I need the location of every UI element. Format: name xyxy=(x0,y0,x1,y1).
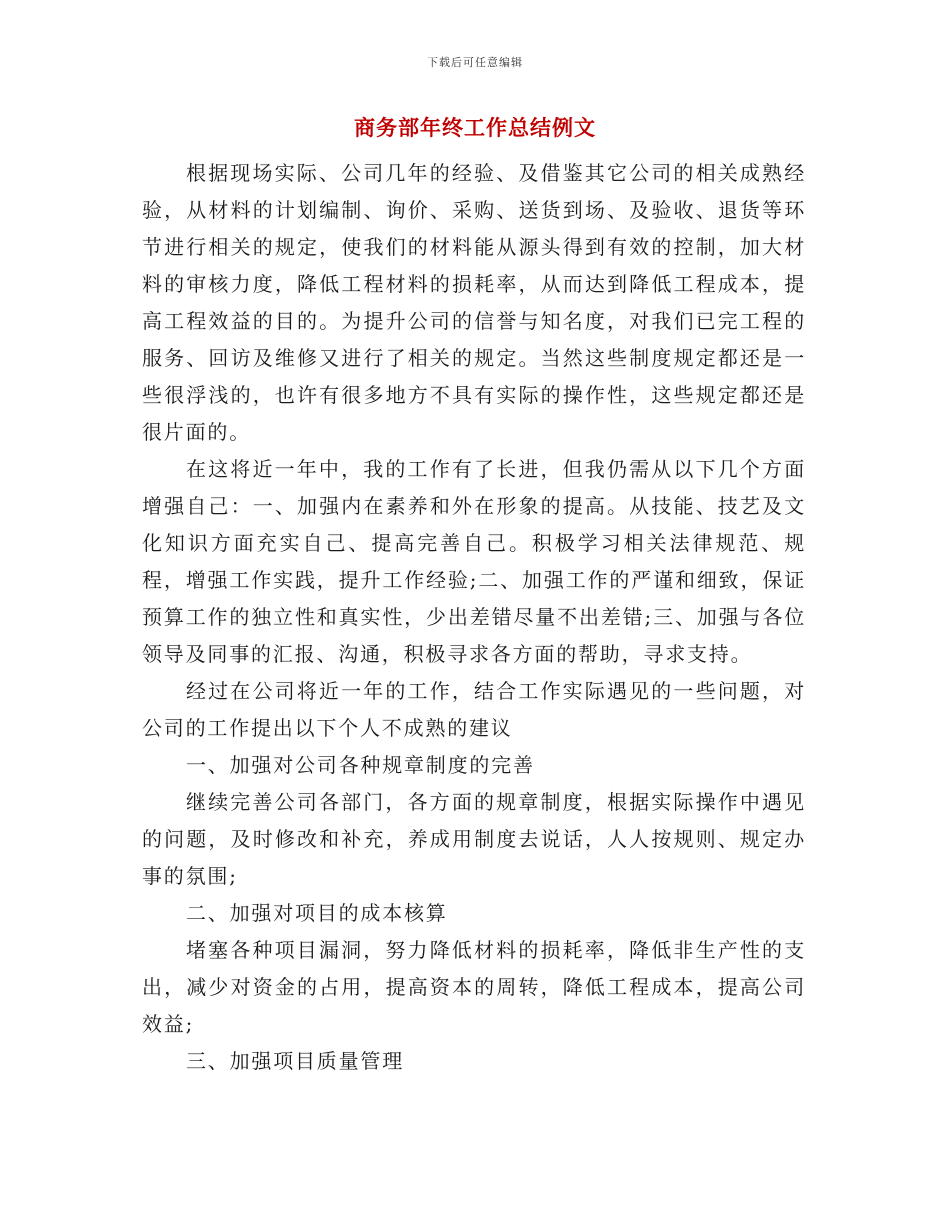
section-heading-1: 一、加强对公司各种规章制度的完善 xyxy=(186,753,535,777)
paragraph-suggestions-intro: 经过在公司将近一年的工作，结合工作实际遇见的一些问题，对公司的工作提出以下个人不成熟的建议 xyxy=(142,679,806,740)
paragraph-section-2: 堵塞各种项目漏洞，努力降低材料的损耗率，降低非生产性的支出，减少对资金的占用，提高资本的周转，降低工程成本，提高公司效益; xyxy=(142,938,806,1036)
document-body xyxy=(142,155,806,1080)
document-title: 商务部年终工作总结例文 xyxy=(354,116,596,140)
section-heading-3: 三、加强项目质量管理 xyxy=(186,1049,404,1073)
paragraph-intro: 根据现场实际、公司几年的经验、及借鉴其它公司的相关成熟经验，从材料的计划编制、询价、采购、送货到场、及验收、退货等环节进行相关的规定，使我们的材料能从源头得到有效的控制，加大材料的审核力度，降低工程材料的损耗率，从而达到降低工程成本，提高工程效益的目的。为提升公司的信誉与知名度，对我们已完工程的服务、回访及维修又进行了相关的规定。当然这些制度规定都还是一些很浮浅的，也许有很多地方不具有实际的操作性，这些规定都还是很片面的。 xyxy=(142,161,806,444)
paragraph-section-1: 继续完善公司各部门，各方面的规章制度，根据实际操作中遇见的问题，及时修改和补充，养成用制度去说话，人人按规则、规定办事的氛围; xyxy=(142,790,806,888)
header-note: 下载后可任意编辑 xyxy=(427,56,523,69)
section-heading-2: 二、加强对项目的成本核算 xyxy=(186,901,448,925)
paragraph-self-improvement: 在这将近一年中，我的工作有了长进，但我仍需从以下几个方面增强自己：一、加强内在素养和外在形象的提高。从技能、技艺及文化知识方面充实自己、提高完善自己。积极学习相关法律规范、规程，增强工作实践，提升工作经验;二、加强工作的严谨和细致，保证预算工作的独立性和真实性，少出差错尽量不出差错;三、加强与各位领导及同事的汇报、沟通，积极寻求各方面的帮助，寻求支持。 xyxy=(142,457,806,666)
